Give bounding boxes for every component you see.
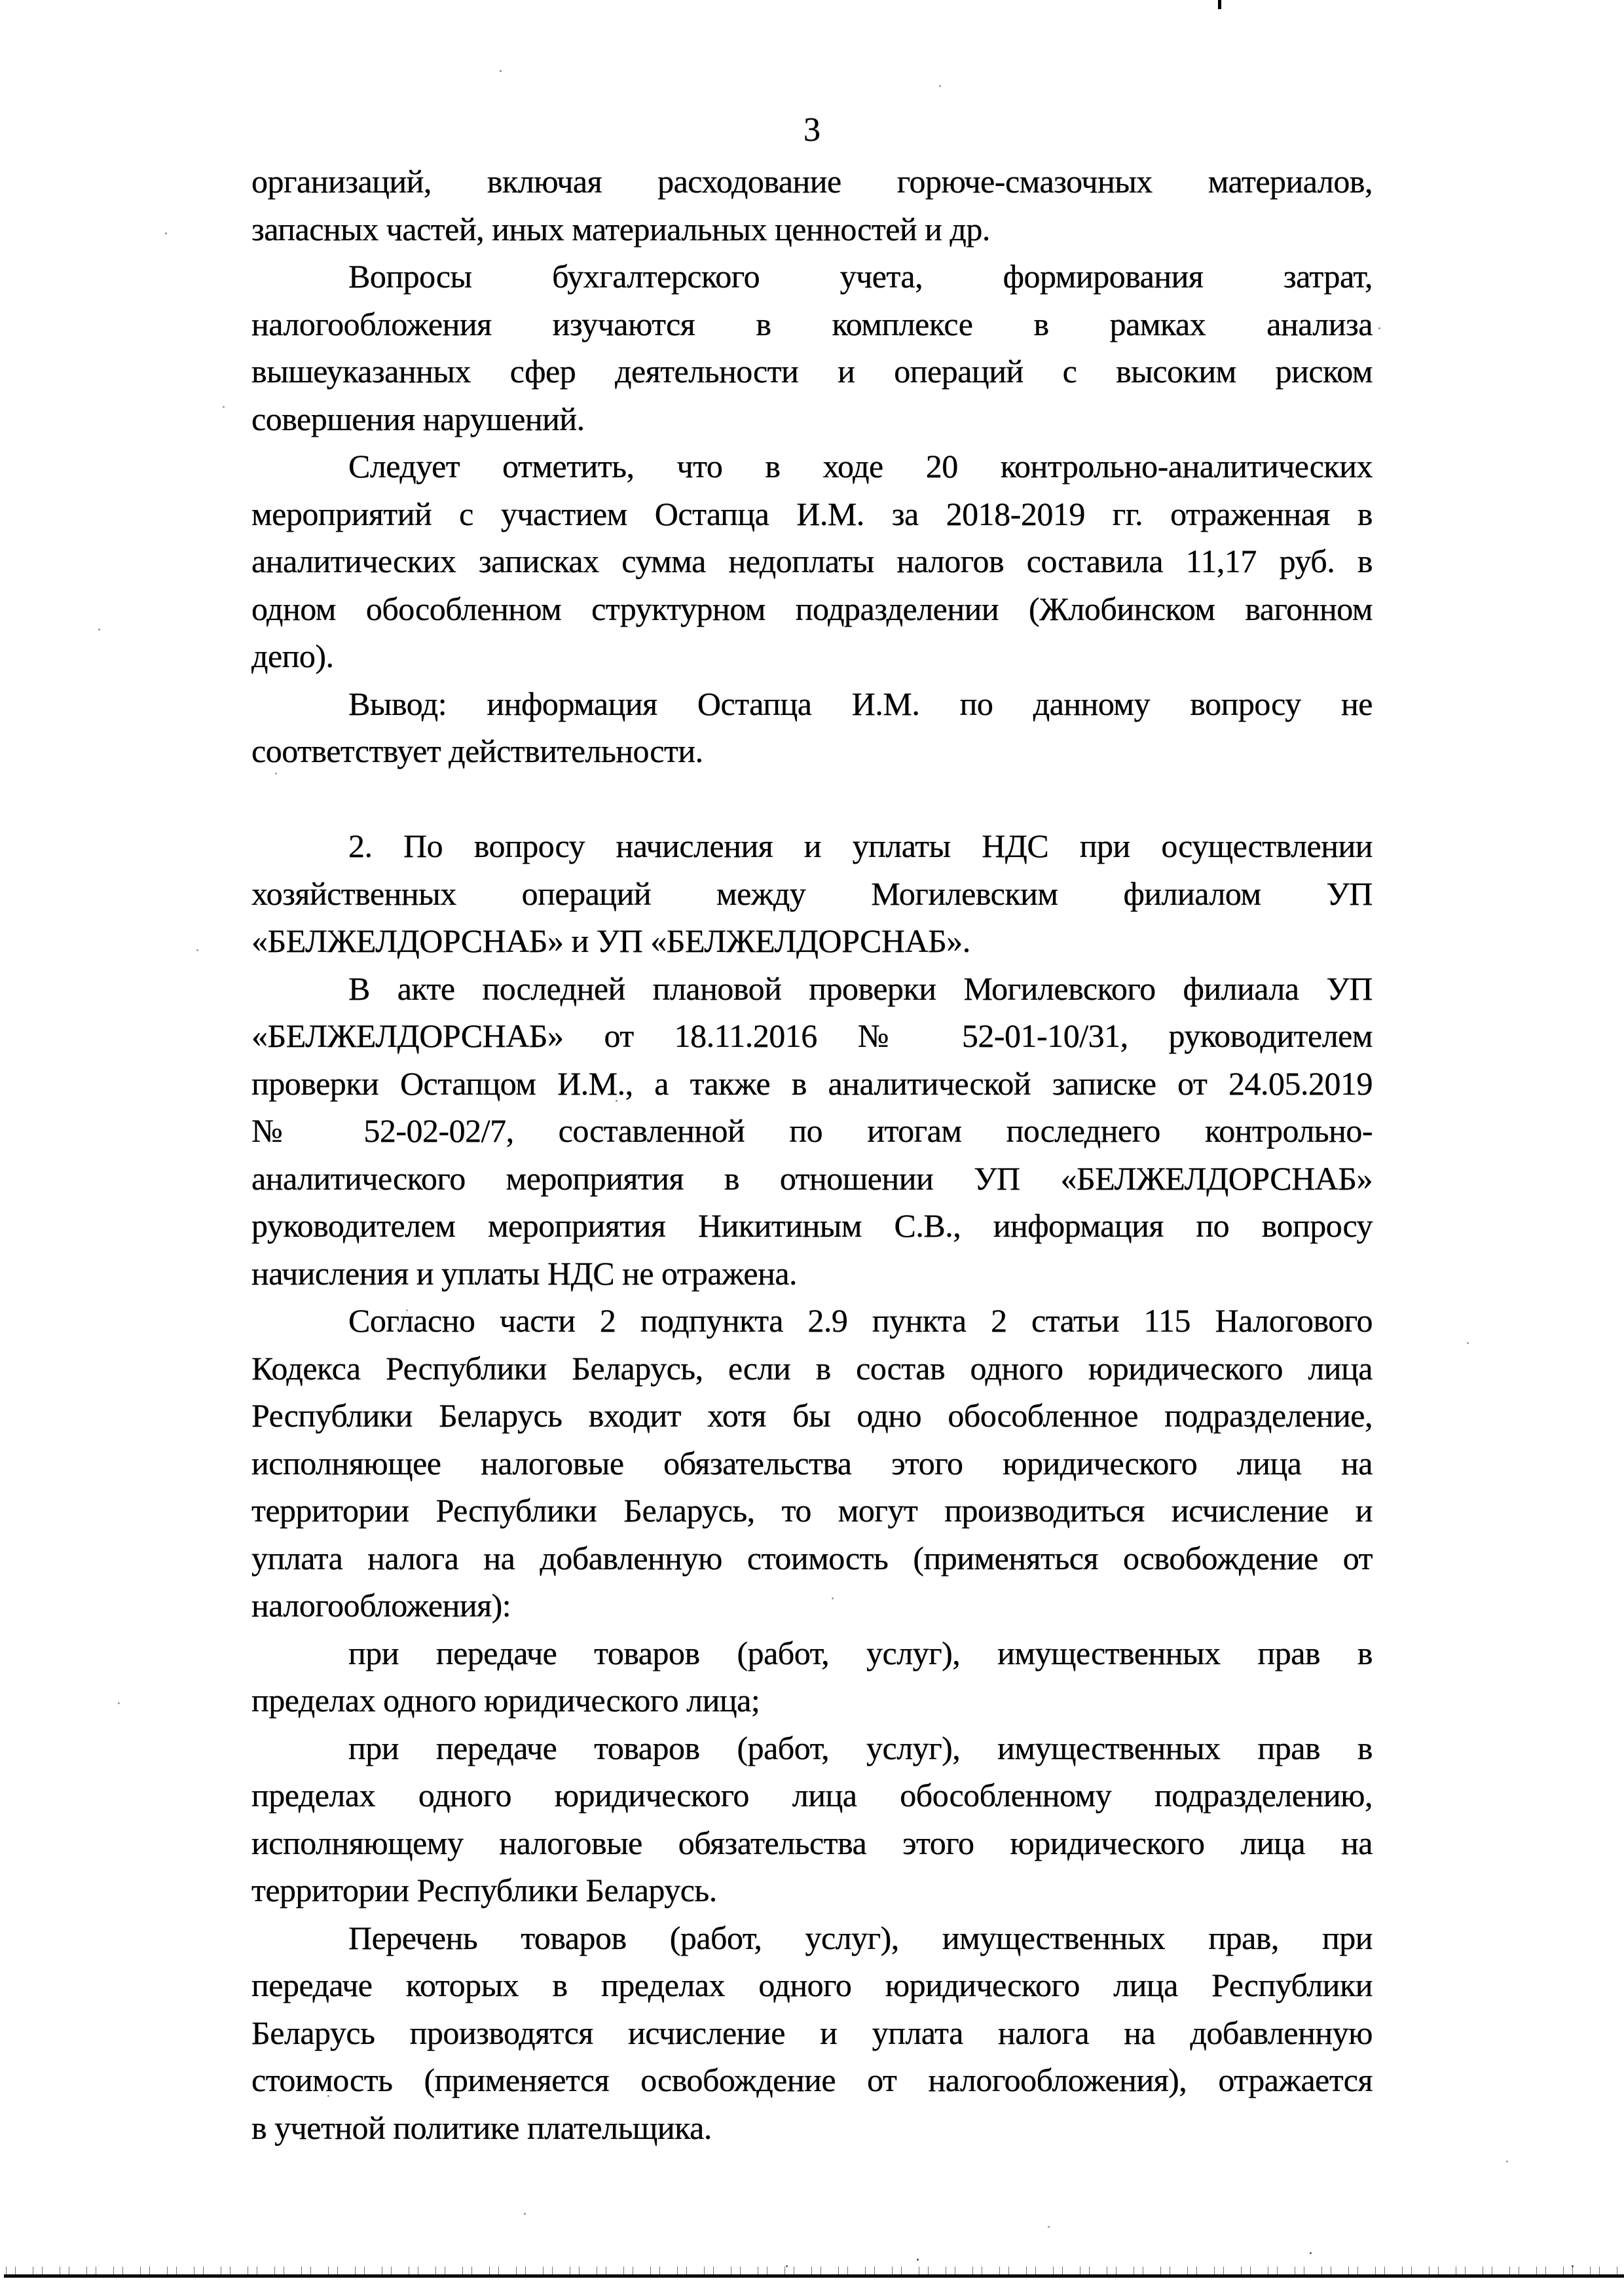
- text-line: налогообложения):: [251, 1587, 511, 1624]
- page-number: 3: [803, 111, 821, 149]
- text-line: «БЕЛЖЕЛДОРСНАБ» от 18.11.2016 № 52-01-10/31, руководителем: [251, 1017, 1373, 1054]
- text-line: стоимость (применяется освобождение от налогообложения), отражается: [251, 2062, 1373, 2098]
- text-line: Вопросы бухгалтерского учета, формирования затрат,: [348, 258, 1373, 295]
- text-line: пределах одного юридического лица;: [251, 1682, 760, 1719]
- text-line: исполняющее налоговые обязательства этого юридического лица на: [251, 1444, 1373, 1482]
- scan-artifact-bottom-line: [4, 2274, 1624, 2278]
- scan-artifact-bottom-noise: [0, 2267, 1624, 2274]
- text-line: аналитического мероприятия в отношении УП «БЕЛЖЕЛДОРСНАБ»: [251, 1159, 1373, 1197]
- text-line: Перечень товаров (работ, услуг), имущественных прав, при: [348, 1919, 1373, 1956]
- scan-artifact-speckles: [500, 70, 502, 72]
- paragraph-4: [251, 680, 1373, 775]
- text-line: проверки Остапцом И.М., а также в аналитической записке от 24.05.2019: [251, 1065, 1373, 1102]
- text-line: 2. По вопросу начисления и уплаты НДС при осуществлении: [348, 828, 1373, 864]
- text-line: Республики Беларусь входит хотя бы одно обособленное подразделение,: [251, 1397, 1373, 1434]
- text-line: Следует отметить, что в ходе 20 контрольно-аналитических: [348, 448, 1373, 484]
- text-line: руководителем мероприятия Никитиным С.В., информация по вопросу: [251, 1207, 1373, 1244]
- blank-line: [251, 775, 1373, 823]
- paragraph-3: [251, 443, 1373, 680]
- text-line: уплата налога на добавленную стоимость (применяться освобождение от: [251, 1539, 1373, 1576]
- text-line: при передаче товаров (работ, услуг), имущественных прав в: [348, 1634, 1373, 1671]
- paragraph-10: [251, 1914, 1373, 2152]
- text-line: Беларусь производятся исчисление и уплата налога на добавленную: [251, 2014, 1373, 2051]
- text-line: «БЕЛЖЕЛДОРСНАБ» и УП «БЕЛЖЕЛДОРСНАБ».: [251, 922, 970, 959]
- text-line: территории Республики Беларусь, то могут производиться исчисление и: [251, 1492, 1373, 1529]
- text-line: запасных частей, иных материальных ценностей и др.: [251, 210, 990, 247]
- document-body: [251, 158, 1373, 2151]
- paragraph-1: [251, 158, 1373, 253]
- text-line: передаче которых в пределах одного юридического лица Республики: [251, 1967, 1373, 2003]
- paragraph-6: [251, 965, 1373, 1298]
- text-line: В акте последней плановой проверки Могилевского филиала УП: [348, 970, 1373, 1007]
- text-line: территории Республики Беларусь.: [251, 1872, 717, 1908]
- text-line: мероприятий с участием Остапца И.М. за 2018-2019 гг. отраженная в: [251, 495, 1373, 532]
- text-line: пределах одного юридического лица обособленному подразделению,: [251, 1777, 1373, 1813]
- text-line: исполняющему налоговые обязательства этого юридического лица на: [251, 1824, 1373, 1861]
- text-line: депо).: [251, 638, 334, 674]
- text-line: соответствует действительности.: [251, 733, 703, 769]
- text-line: организаций, включая расходование горюче-смазочных материалов,: [251, 163, 1373, 200]
- text-line: вышеуказанных сфер деятельности и операций с высоким риском: [251, 353, 1373, 390]
- text-line: № 52-02-02/7, составленной по итогам последнего контрольно-: [251, 1112, 1373, 1149]
- paragraph-7: [251, 1297, 1373, 1630]
- text-line: начисления и уплаты НДС не отражена.: [251, 1254, 798, 1292]
- text-line: совершения нарушений.: [251, 400, 585, 437]
- scan-artifact-top-tick: [1218, 0, 1221, 9]
- paragraph-8: [251, 1630, 1373, 1724]
- text-line: Вывод: информация Остапца И.М. по данному вопросу не: [348, 685, 1373, 722]
- paragraph-5: [251, 822, 1373, 965]
- text-line: аналитических записках сумма недоплаты налогов составила 11,17 руб. в: [251, 543, 1373, 579]
- paragraph-2: [251, 253, 1373, 443]
- text-line: в учетной политике плательщика.: [251, 2109, 712, 2146]
- text-line: при передаче товаров (работ, услуг), имущественных прав в: [348, 1729, 1373, 1766]
- text-line: хозяйственных операций между Могилевским филиалом УП: [251, 875, 1373, 912]
- text-line: Согласно части 2 подпункта 2.9 пункта 2 статьи 115 Налогового: [348, 1302, 1373, 1339]
- text-line: налогообложения изучаются в комплексе в рамках анализа: [251, 305, 1373, 342]
- text-line: Кодекса Республики Беларусь, если в состав одного юридического лица: [251, 1349, 1373, 1387]
- text-line: одном обособленном структурном подразделении (Жлобинском вагонном: [251, 590, 1373, 627]
- paragraph-9: [251, 1724, 1373, 1914]
